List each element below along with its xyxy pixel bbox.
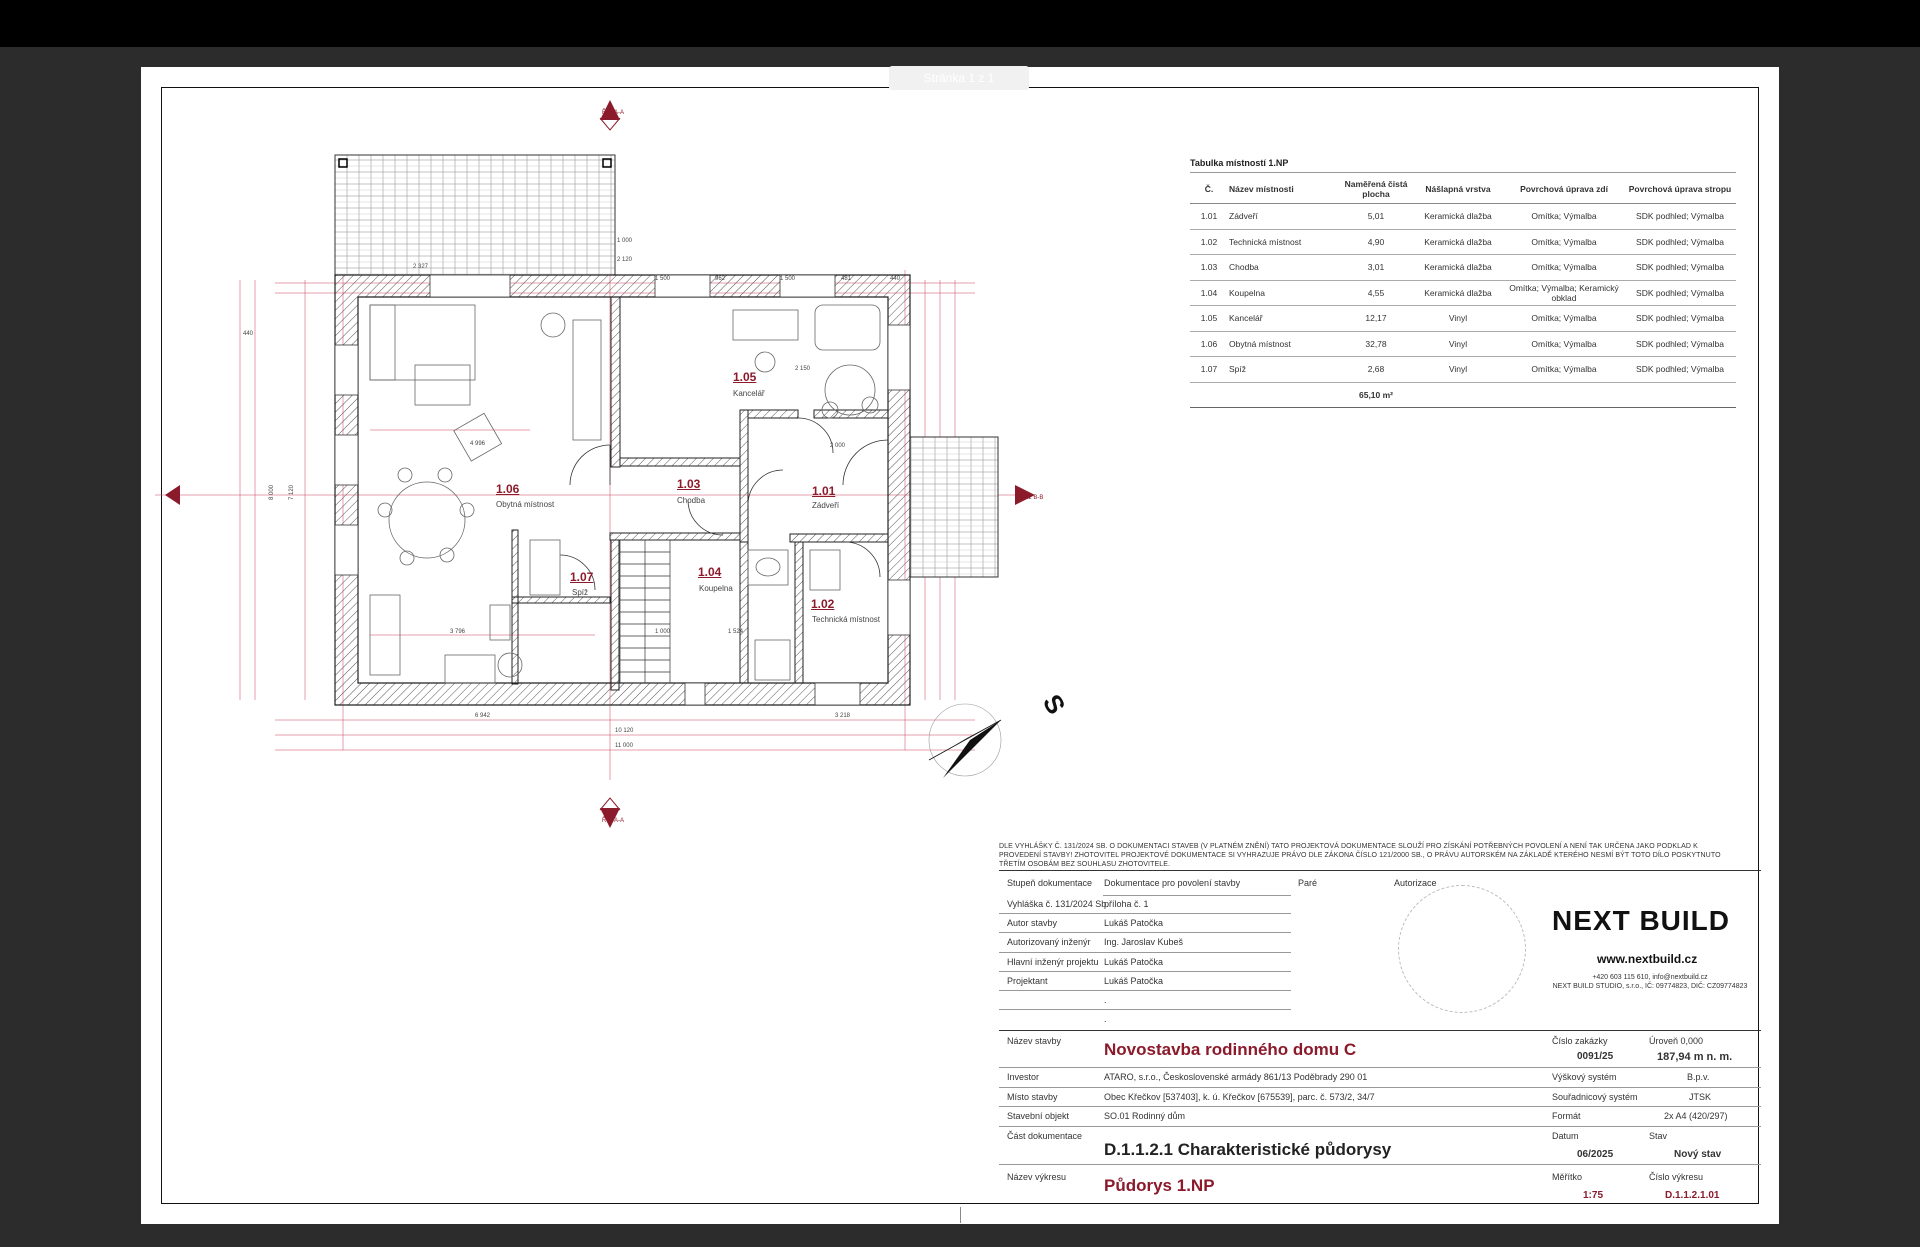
dim-bottom-4: 11 000 <box>615 743 633 749</box>
value-meritko: 1:75 <box>1583 1190 1604 1201</box>
label-projektant: Projektant <box>1007 976 1048 986</box>
room-name-102: Technická místnost <box>812 615 881 624</box>
label-vyhlaska: Vyhláška č. 131/2024 Sb. <box>1007 899 1109 909</box>
dim-terrace-3: 1 000 <box>617 238 633 244</box>
col-header-cislo: Č. <box>1190 175 1228 204</box>
dim-terrace-2: 2 120 <box>617 257 633 263</box>
table-cell: 4,90 <box>1340 229 1412 255</box>
table-total-row <box>1190 382 1736 408</box>
label-datum: Datum <box>1552 1131 1579 1141</box>
table-cell: 1.07 <box>1190 357 1228 383</box>
col-header-strop: Povrchová úprava stropu <box>1624 175 1736 204</box>
room-name-103: Chodba <box>677 496 706 505</box>
room-table <box>1190 158 1736 408</box>
dim-inner-1: 3 796 <box>450 629 466 635</box>
value-vykres: Půdorys 1.NP <box>1104 1176 1215 1195</box>
col-header-nazev: Název místnosti <box>1228 175 1340 204</box>
authorization-stamp-area <box>1398 885 1526 1013</box>
company-contact-line: +420 603 115 610, info@nextbuild.cz <box>1592 974 1708 981</box>
table-cell: Omítka; Výmalba <box>1504 331 1624 357</box>
table-cell: Kancelář <box>1228 306 1340 332</box>
value-blank-1: . <box>1104 995 1107 1005</box>
dim-side-1: 440 <box>243 331 254 337</box>
label-vykres: Název výkresu <box>1007 1172 1067 1182</box>
label-cast: Část dokumentace <box>1007 1131 1083 1141</box>
table-cell: 5,01 <box>1340 204 1412 230</box>
dim-inner-6: 2 150 <box>795 366 811 372</box>
value-objekt: SO.01 Rodinný dům <box>1104 1111 1186 1121</box>
dim-inner-5: 2 000 <box>830 443 846 449</box>
value-cislo-vykresu: D.1.1.2.1.01 <box>1665 1190 1720 1201</box>
section-label-aa-top: Řez A-A <box>602 110 625 116</box>
value-stupen: Dokumentace pro povolení stavby <box>1104 878 1241 888</box>
north-label: S <box>1036 689 1072 720</box>
table-cell: Keramická dlažba <box>1412 255 1504 281</box>
dim-bottom-1: 6 942 <box>475 713 491 719</box>
dim-bottom-2: 3 218 <box>835 713 851 719</box>
company-logo: NEXT BUILD <box>1552 905 1730 936</box>
value-uroven: 187,94 m n. m. <box>1657 1051 1733 1063</box>
north-arrow-icon <box>929 704 1001 778</box>
table-cell: 1.01 <box>1190 204 1228 230</box>
table-cell: 3,01 <box>1340 255 1412 281</box>
table-cell: 1.04 <box>1190 280 1228 306</box>
value-souradnicovy: JTSK <box>1689 1092 1712 1102</box>
value-blank-2: . <box>1104 1014 1107 1024</box>
dim-inner-2: 4 996 <box>470 441 486 447</box>
room-name-105: Kancelář <box>733 389 765 398</box>
value-format: 2x A4 (420/297) <box>1664 1111 1728 1121</box>
dim-side-2: 8 000 <box>269 484 275 500</box>
room-number-103: 1.03 <box>677 477 701 491</box>
label-nazev-stavby: Název stavby <box>1007 1036 1062 1046</box>
label-cislo-vykresu: Číslo výkresu <box>1649 1172 1704 1182</box>
room-number-106: 1.06 <box>496 482 520 496</box>
value-stav: Nový stav <box>1674 1149 1722 1160</box>
page-divider <box>960 1207 961 1223</box>
room-name-107: Spíž <box>572 588 589 597</box>
table-row <box>1190 255 1736 281</box>
dim-top-1: 1 500 <box>655 276 671 282</box>
label-stav: Stav <box>1649 1131 1668 1141</box>
table-cell: SDK podhled; Výmalba <box>1624 331 1736 357</box>
table-cell: Keramická dlažba <box>1412 280 1504 306</box>
label-autorizovany: Autorizovaný inženýr <box>1007 937 1091 947</box>
table-cell: Spíž <box>1228 357 1340 383</box>
table-row <box>1190 357 1736 383</box>
value-autor: Lukáš Patočka <box>1104 918 1164 928</box>
table-row <box>1190 280 1736 306</box>
table-cell: SDK podhled; Výmalba <box>1624 255 1736 281</box>
value-nazev-stavby: Novostavba rodinného domu C <box>1104 1040 1357 1059</box>
table-cell: Zádveří <box>1228 204 1340 230</box>
col-header-naslapna: Nášlapná vrstva <box>1412 175 1504 204</box>
table-cell: SDK podhled; Výmalba <box>1624 306 1736 332</box>
table-row <box>1190 204 1736 230</box>
table-cell: Vinyl <box>1412 306 1504 332</box>
room-name-104: Koupelna <box>699 584 733 593</box>
table-cell: Omítka; Výmalba <box>1504 204 1624 230</box>
room-number-102: 1.02 <box>811 597 835 611</box>
table-cell: Omítka; Výmalba <box>1504 306 1624 332</box>
col-header-plocha: Naměřená čistá plocha <box>1340 175 1412 204</box>
dim-top-2: 962 <box>715 276 726 282</box>
value-vyskovy: B.p.v. <box>1687 1072 1710 1082</box>
table-cell: Omítka; Výmalba; Keramický obklad <box>1504 280 1624 306</box>
table-cell: SDK podhled; Výmalba <box>1624 229 1736 255</box>
dim-top-4: 481 <box>841 276 852 282</box>
table-cell: 1.06 <box>1190 331 1228 357</box>
table-cell: Keramická dlažba <box>1412 204 1504 230</box>
value-cislo-zakazky: 0091/25 <box>1577 1051 1614 1062</box>
label-hip: Hlavní inženýr projektu <box>1007 957 1099 967</box>
floor-plan <box>155 100 1075 830</box>
value-cast: D.1.1.2.1 Charakteristické půdorysy <box>1104 1140 1392 1159</box>
label-vyskovy: Výškový systém <box>1552 1072 1617 1082</box>
label-uroven: Úroveň 0,000 <box>1649 1036 1704 1046</box>
viewer-toolbar <box>0 0 1920 47</box>
room-table-grid <box>1190 175 1736 408</box>
table-cell: Omítka; Výmalba <box>1504 229 1624 255</box>
table-cell: Technická místnost <box>1228 229 1340 255</box>
room-name-106: Obytná místnost <box>496 500 555 509</box>
table-cell: Omítka; Výmalba <box>1504 357 1624 383</box>
section-label-aa-bottom: Řez A-A <box>602 818 625 824</box>
label-objekt: Stavební objekt <box>1007 1111 1070 1121</box>
dim-inner-4: 1 524 <box>728 629 744 635</box>
section-label-bb-right: Řez B-B <box>1021 495 1044 501</box>
room-number-105: 1.05 <box>733 370 757 384</box>
col-header-zdi: Povrchová úprava zdí <box>1504 175 1624 204</box>
table-cell: Keramická dlažba <box>1412 229 1504 255</box>
dim-bottom-3: 10 120 <box>615 728 634 734</box>
legal-note: DLE VYHLÁŠKY Č. 131/2024 SB. O DOKUMENTACI STAVEB (V PLATNÉM ZNĚNÍ) TATO PROJEKTOVÁ DOKUMENTACE SLOUŽÍ PRO ZÍSKÁNÍ POTŘEBNÝCH POVOLENÍ A NENÍ TAK URČENA JAKO PODKLAD K PROVEDENÍ STAVBY! ZHOTOVITEL PROJEKTOVÉ DOKUMENTACE SI VYHRAZUJE PRÁVO DLE ZÁKONA ČÍSLO 121/2000 SB., O PRÁVU AUTORSKÉM NA ZÁKLADĚ KTERÉHO NESMÍ BÝT TOTO DÍLO POSKYTNUTO TŘETÍM OSOBÁM BEZ SOUHLASU ZHOTOVITELE. <box>999 843 1721 868</box>
label-cislo-zakazky: Číslo zakázky <box>1552 1036 1608 1046</box>
table-cell: Koupelna <box>1228 280 1340 306</box>
label-meritko: Měřítko <box>1552 1172 1583 1182</box>
table-cell: SDK podhled; Výmalba <box>1624 357 1736 383</box>
table-row <box>1190 306 1736 332</box>
table-cell: Vinyl <box>1412 357 1504 383</box>
table-cell: 2,68 <box>1340 357 1412 383</box>
value-autorizovany: Ing. Jaroslav Kubeš <box>1104 937 1184 947</box>
value-projektant: Lukáš Patočka <box>1104 976 1164 986</box>
room-name-101: Zádveří <box>812 501 840 510</box>
company-website: www.nextbuild.cz <box>1597 952 1698 966</box>
table-cell: 1.02 <box>1190 229 1228 255</box>
table-cell: Vinyl <box>1412 331 1504 357</box>
table-total: 65,10 m² <box>1340 382 1412 408</box>
label-investor: Investor <box>1007 1072 1040 1082</box>
table-cell: 1.03 <box>1190 255 1228 281</box>
room-number-107: 1.07 <box>570 570 594 584</box>
dim-top-5: 440 <box>890 276 901 282</box>
table-cell: Omítka; Výmalba <box>1504 255 1624 281</box>
table-cell: Chodba <box>1228 255 1340 281</box>
page-indicator: Stránka 1 z 1 <box>889 66 1029 90</box>
value-vyhlaska: příloha č. 1 <box>1104 899 1149 909</box>
dim-inner-3: 1 000 <box>655 629 671 635</box>
room-number-101: 1.01 <box>812 484 836 498</box>
label-misto: Místo stavby <box>1007 1092 1058 1102</box>
value-hip: Lukáš Patočka <box>1104 957 1164 967</box>
table-cell: SDK podhled; Výmalba <box>1624 204 1736 230</box>
label-pare: Paré <box>1298 878 1318 888</box>
room-number-104: 1.04 <box>698 565 722 579</box>
table-cell: Obytná místnost <box>1228 331 1340 357</box>
table-cell: 4,55 <box>1340 280 1412 306</box>
label-souradnicovy: Souřadnicový systém <box>1552 1092 1638 1102</box>
floor-plan-drawing <box>155 100 1075 830</box>
value-misto: Obec Křečkov [537403], k. ú. Křečkov [675539], parc. č. 573/2, 34/7 <box>1104 1092 1375 1102</box>
room-table-header <box>1190 175 1736 204</box>
label-stupen: Stupeň dokumentace <box>1007 878 1093 888</box>
label-autorizace: Autorizace <box>1394 878 1437 888</box>
value-datum: 06/2025 <box>1577 1149 1614 1160</box>
label-format: Formát <box>1552 1111 1581 1121</box>
table-cell: 32,78 <box>1340 331 1412 357</box>
value-investor: ATARO, s.r.o., Československé armády 861/13 Poděbrady 290 01 <box>1104 1072 1368 1082</box>
room-table-title: Tabulka místností 1.NP <box>1190 158 1736 173</box>
table-cell: 12,17 <box>1340 306 1412 332</box>
label-autor: Autor stavby <box>1007 918 1058 928</box>
table-cell: 1.05 <box>1190 306 1228 332</box>
dim-top-3: 1 500 <box>780 276 796 282</box>
table-cell: SDK podhled; Výmalba <box>1624 280 1736 306</box>
table-row <box>1190 331 1736 357</box>
company-contact <box>1550 973 1750 991</box>
company-contact-line: NEXT BUILD STUDIO, s.r.o., IČ: 09774823, DIČ: CZ09774823 <box>1552 983 1748 990</box>
dim-side-3: 7 120 <box>289 484 295 500</box>
dim-terrace-1: 2 327 <box>413 264 429 270</box>
table-row <box>1190 229 1736 255</box>
